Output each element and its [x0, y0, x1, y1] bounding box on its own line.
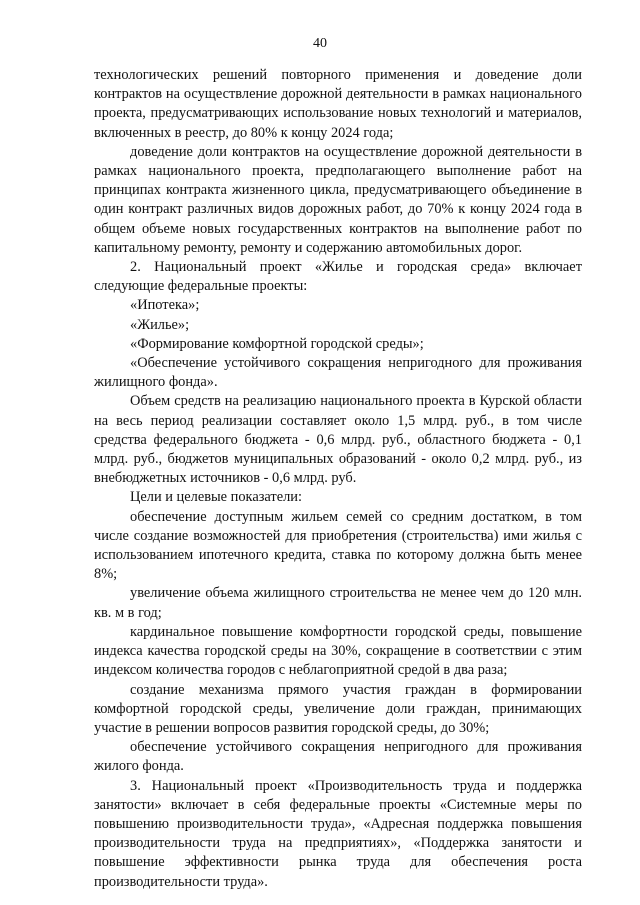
paragraph: Объем средств на реализацию национального проекта в Курской области на весь период реализации составляет около 1,5 млрд. руб., в том числе средства федерального бюджета - 0,6 млрд. руб., областного бюджета - 0,1 млрд. руб., бюджетов муниципальных образований - около 0,2 млрд. руб., из внебюджетных источников - 0,6 млрд. руб. [94, 393, 582, 487]
list-item: увеличение объема жилищного строительства не менее чем до 120 млн. кв. м в год; [94, 585, 582, 621]
list-item: «Обеспечение устойчивого сокращения непригодного для проживания жилищного фонда». [94, 355, 582, 391]
page-number: 40 [313, 36, 327, 51]
list-item: кардинальное повышение комфортности городской среды, повышение индекса качества городской среды на 30%, сокращение в соответствии с этим индексом количества городов с неблагоприятной средой в два раза; [94, 623, 582, 679]
paragraph: доведение доли контрактов на осуществление дорожной деятельности в рамках национального проекта, предполагающего выполнение работ на принципах контракта жизненного цикла, предусматривающего объединение в один контракт различных видов дорожных работ, до 70% к концу 2024 года в общем объеме новых государственных контрактов на выполнение работ по капитальному ремонту, ремонту и содержанию автомобильных дорог. [94, 143, 582, 256]
list-item: обеспечение устойчивого сокращения непригодного для проживания жилого фонда. [94, 739, 582, 775]
paragraph: 2. Национальный проект «Жилье и городская среда» включает следующие федеральные проекты: [94, 259, 582, 295]
list-item: обеспечение доступным жильем семей со средним достатком, в том числе создание возможностей для приобретения (строительства) ими жилья с использованием ипотечного кредита, ставка по которому должна быть менее 8%; [94, 508, 582, 583]
list-item: «Формирование комфортной городской среды»; [130, 335, 424, 352]
list-item: «Ипотека»; [130, 297, 200, 314]
list-item: создание механизма прямого участия граждан в формировании комфортной городской среды, увеличение доли граждан, принимающих участие в решении вопросов развития городской среды, до 30%; [94, 681, 582, 736]
list-item: «Жилье»; [130, 316, 190, 333]
section-heading: Цели и целевые показатели: [130, 489, 302, 506]
paragraph: 3. Национальный проект «Производительность труда и поддержка занятости» включает в себя федеральные проекты «Системные меры по повышению производительности труда», «Адресная поддержка повышения производительности труда на предприятиях», «Поддержка занятости и повышение эффективности рынка труда для обеспечения роста производительности труда». [94, 777, 582, 890]
paragraph: технологических решений повторного применения и доведение доли контрактов на осуществление дорожной деятельности в рамках национального проекта, предусматривающих использование новых технологий и материалов, включенных в реестр, до 80% к концу 2024 года; [94, 67, 582, 141]
body-text [94, 66, 582, 892]
